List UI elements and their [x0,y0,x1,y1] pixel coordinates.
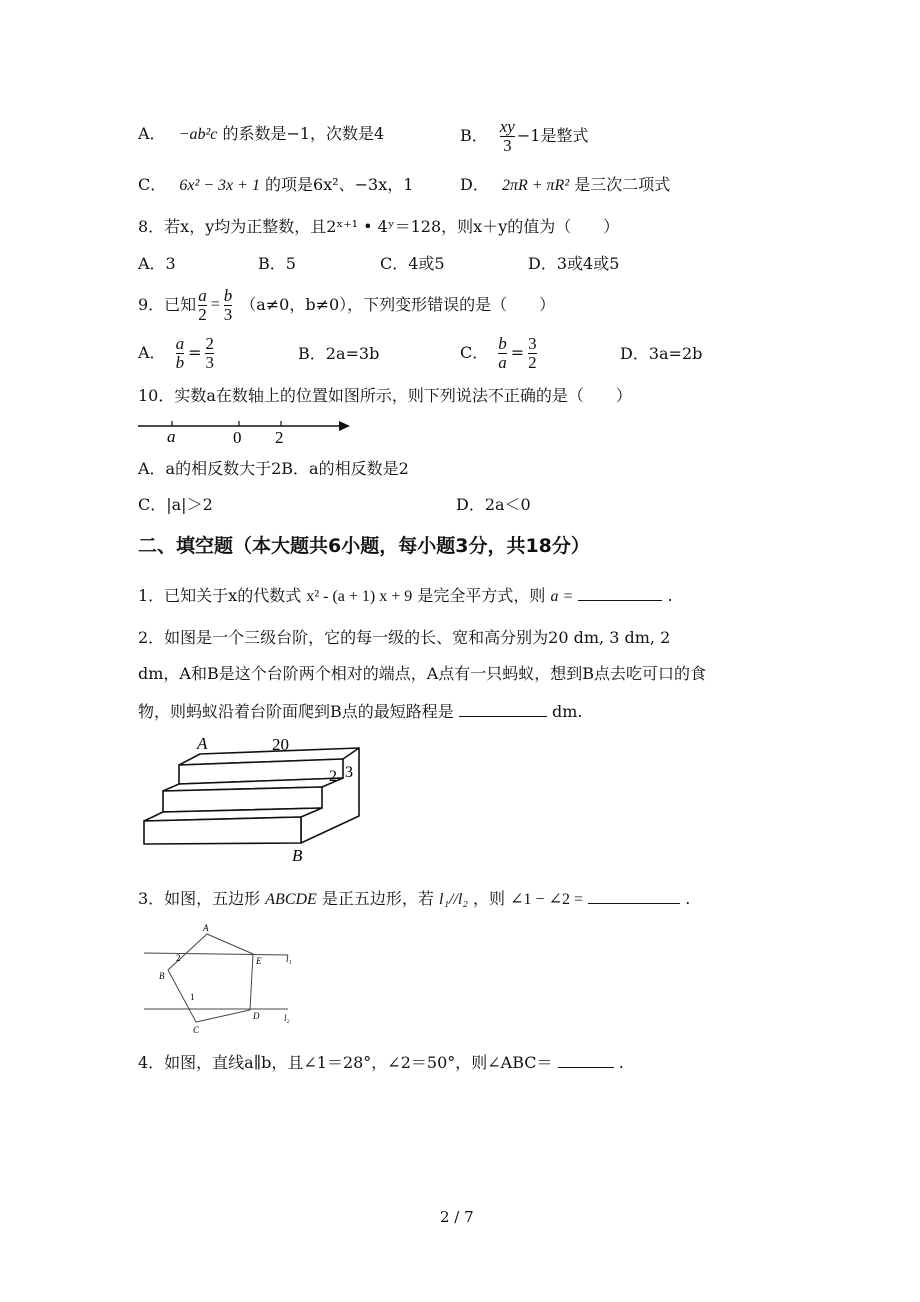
pentagon-figure [136,920,306,1038]
option-text: −1是整式 [516,126,589,146]
option-label: C． [138,175,167,194]
fraction [176,335,185,372]
option-text: 的系数是−1，次数是4 [222,124,385,143]
option-expression: −ab²c [178,126,218,143]
arrow-head [339,421,350,431]
q10-option-c: C．|a|＞2 [138,495,213,514]
stem-text: 物，则蚂蚁沿着台阶面爬到B点的最短路程是 [138,702,454,721]
q9-option-b: B．2a=3b [298,344,380,363]
label-0: 0 [233,428,242,447]
variable: a = [550,588,574,605]
number-line-figure [136,418,356,448]
q9-option-c: C． $\frac{b}{a}$ = $\frac{3}{2}$ [460,333,537,372]
fill-q1 [138,586,673,605]
fraction [528,335,537,372]
stem-text: 是正五边形，若 [321,889,434,908]
fill-q2-line2: dm，A和B是这个台阶两个相对的端点，A点有一只蚂蚁，想到B点去吃可口的食 [138,664,707,683]
q9-option-d: D．3a=2b [620,344,703,363]
fill-q2-line1: 2．如图是一个三级台阶，它的每一级的长、宽和高分别为20 dm, 3 dm, 2 [138,628,671,647]
label-l2: l₂ [284,1013,290,1023]
denominator: 2 [198,304,207,324]
answer-blank[interactable] [459,702,547,717]
staircase-figure [136,732,376,866]
fraction [198,287,207,324]
angle-expression: ∠1 − ∠2 = [510,891,583,908]
option-text: B．a的相反数是2 [281,459,409,478]
q7-option-c [138,177,413,194]
label-l1: l₁ [286,954,292,964]
page-number: 2 / 7 [440,1208,474,1226]
step-riser-3 [144,817,301,844]
label-length: 20 [272,735,289,754]
q8-option-d: D．3或4或5 [528,254,620,273]
stem-text: 1．已知关于x的代数式 [138,586,302,605]
expression: x² - (a + 1) x + 9 [306,588,413,605]
option-text: 的项是6x²、−3x，1 [265,175,414,194]
fill-q3 [138,889,690,908]
line-l1 [144,953,288,955]
stem-text: 3．如图，五边形 [138,889,261,908]
stem-text: ，则 [473,889,506,908]
q10-option-d: D．2a＜0 [456,495,531,514]
label-point-a: A [197,734,208,753]
q9-option-a: A． $\frac{a}{b}$ = $\frac{2}{3}$ [138,333,214,372]
label-angle-1: 1 [190,992,195,1002]
q10-option-a [138,461,409,477]
denominator: 3 [205,352,214,372]
condition: l₁//l₂ [439,891,468,908]
numerator: 2 [205,333,214,353]
q10-stem: 10．实数a在数轴上的位置如图所示，则下列说法不正确的是（ ） [138,386,632,405]
unit: dm. [551,702,583,721]
option-label: B． [460,126,488,146]
label-B: B [159,971,165,981]
option-label: C． [460,343,489,362]
q7-option-d [460,177,670,194]
q8-option-b: B．5 [258,254,296,273]
equals-sign: = [210,296,220,313]
label-E: E [256,956,262,966]
stem-text: 4．如图，直线a∥b，且∠1＝28°，∠2＝50°，则∠ABC＝ [138,1053,553,1072]
denominator: 3 [223,304,233,324]
option-label: D． [460,175,489,194]
numerator: a [198,285,207,305]
label-2: 2 [275,428,284,447]
fraction [205,335,214,372]
numerator: b [498,333,507,353]
q8-option-a: A．3 [138,254,176,273]
q9-stem [138,283,555,327]
period: . [618,1053,624,1072]
numerator: xy [499,117,515,136]
section-heading: 二、填空题（本大题共6小题，每小题3分，共18分） [138,535,590,557]
fill-q4 [138,1053,624,1071]
option-text: 是三次二项式 [574,175,671,194]
option-label: A． [138,124,166,143]
label-height: 2 [329,768,337,785]
numerator: b [223,285,233,305]
stem-text: 9．已知 [138,295,197,314]
q7-option-a [138,126,384,143]
label-C: C [193,1025,200,1035]
fraction [498,335,507,372]
denominator: 3 [503,135,512,155]
answer-blank[interactable] [558,1053,614,1068]
fraction [500,118,515,155]
option-expression: 6x² − 3x + 1 [179,177,260,194]
answer-blank[interactable] [588,889,680,904]
period: . [685,889,691,908]
numerator: a [175,333,185,353]
q8-option-c: C．4或5 [380,254,445,273]
stem-text: （a≠0，b≠0），下列变形错误的是（ ） [240,295,556,314]
denominator: a [498,352,507,372]
option-label: A． [138,343,166,362]
option-text: A．a的相反数大于2 [138,459,282,478]
option-expression: 2πR + πR² [501,177,570,194]
label-angle-2: 2 [176,953,181,963]
period: . [667,586,673,605]
numerator: 3 [528,333,537,353]
label-D: D [253,1011,260,1021]
q8-stem: 8．若x，y均为正整数，且2ˣ⁺¹ • 4ʸ＝128，则x＋y的值为（ ） [138,217,620,236]
label-a: a [167,427,176,446]
label-width: 3 [345,764,353,781]
label-point-b: B [292,846,303,865]
q7-option-b [460,118,588,155]
fill-q2-line3 [138,702,582,720]
fraction [224,287,233,324]
label-A: A [203,923,209,933]
denominator: 2 [528,352,537,372]
stem-text: 是完全平方式，则 [417,586,546,605]
denominator: b [175,352,185,372]
polygon-name: ABCDE [265,891,317,908]
answer-blank[interactable] [578,586,662,601]
